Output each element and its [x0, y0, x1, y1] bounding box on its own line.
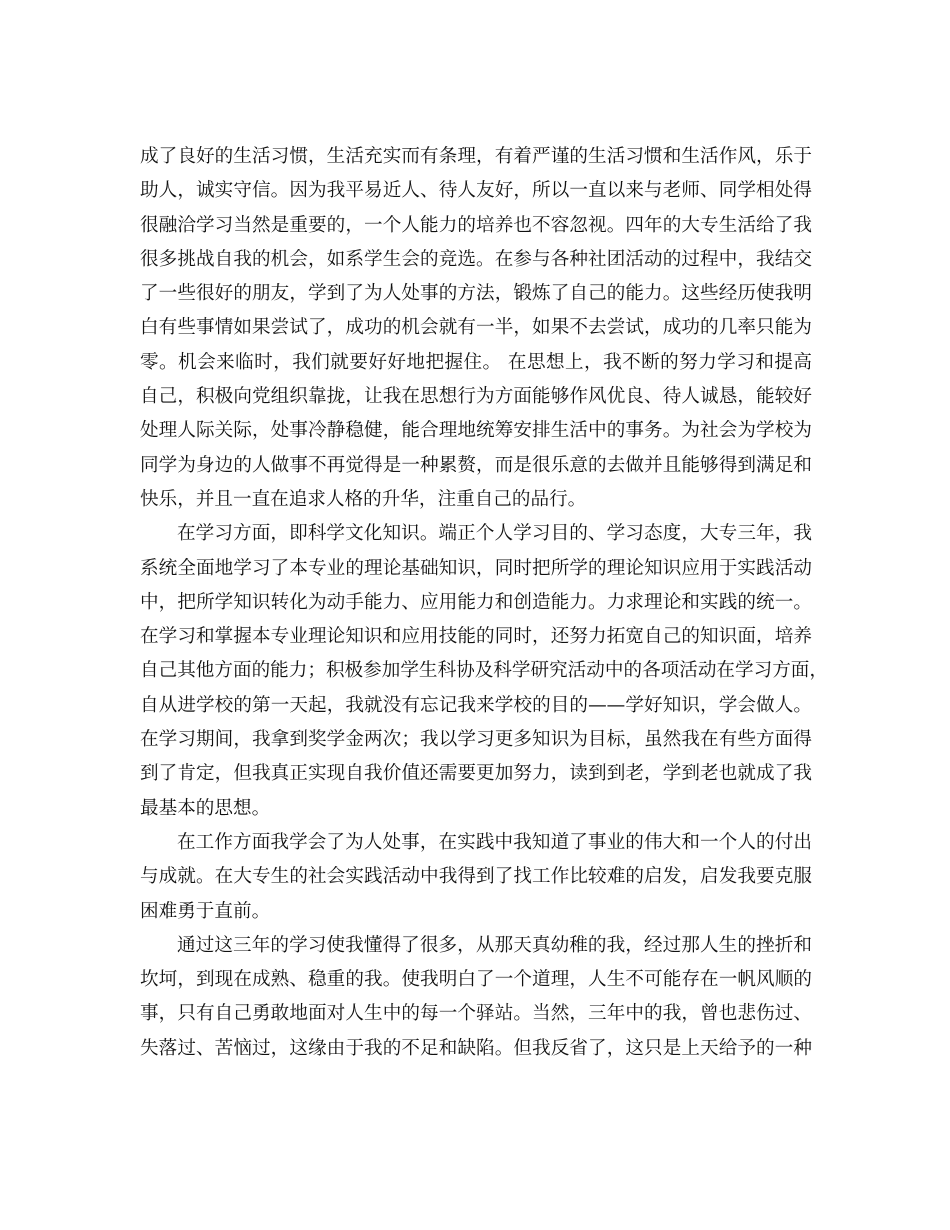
text-line: 困难勇于直前。	[140, 900, 271, 922]
text-line: 坎坷，到现在成熟、稳重的我。使我明白了一个道理，人生不可能存在一帆风顺的	[140, 969, 812, 991]
text-line: 助人，诚实守信。因为我平易近人、待人友好，所以一直以来与老师、同学相处得	[140, 180, 812, 202]
text-line: 处理人际关际，处事冷静稳健，能合理地统筹安排生活中的事务。为社会为学校为	[140, 420, 812, 442]
text-line: 在学习期间，我拿到奖学金两次；我以学习更多知识为目标，虽然我在有些方面得	[140, 729, 812, 751]
text-line: 事，只有自己勇敢地面对人生中的每一个驿站。当然，三年中的我，曾也悲伤过、	[140, 1003, 812, 1025]
text-line: 通过这三年的学习使我懂得了很多，从那天真幼稚的我，经过那人生的挫折和	[177, 934, 812, 956]
text-line: 最基本的思想。	[140, 797, 271, 819]
text-line: 很融洽学习当然是重要的，一个人能力的培养也不容忽视。四年的大专生活给了我	[140, 214, 812, 236]
text-line: 到了肯定，但我真正实现自我价值还需要更加努力，读到到老，学到老也就成了我	[140, 763, 812, 785]
text-line: 快乐，并且一直在追求人格的升华，注重自己的品行。	[140, 488, 587, 510]
body-text	[140, 140, 828, 1066]
text-line: 系统全面地学习了本专业的理论基础知识，同时把所学的理论知识应用于实践活动	[140, 557, 812, 579]
text-line: 在工作方面我学会了为人处事，在实践中我知道了事业的伟大和一个人的付出	[177, 831, 812, 853]
text-line: 失落过、苦恼过，这缘由于我的不足和缺陷。但我反省了，这只是上天给予的一种	[140, 1037, 812, 1059]
text-line: 很多挑战自我的机会，如系学生会的竞选。在参与各种社团活动的过程中，我结交	[140, 248, 812, 270]
text-line: 成了良好的生活习惯，生活充实而有条理，有着严谨的生活习惯和生活作风，乐于	[140, 146, 812, 167]
text-line: 同学为身边的人做事不再觉得是一种累赘，而是很乐意的去做并且能够得到满足和	[140, 454, 812, 476]
text-line: 了一些很好的朋友，学到了为人处事的方法，锻炼了自己的能力。这些经历使我明	[140, 283, 812, 305]
text-line: 中，把所学知识转化为动手能力、应用能力和创造能力。力求理论和实践的统一。	[140, 591, 812, 613]
text-line: 在学习方面，即科学文化知识。端正个人学习目的、学习态度，大专三年，我	[177, 523, 812, 545]
text-line: 与成就。在大专生的社会实践活动中我得到了找工作比较难的启发，启发我要克服	[140, 866, 812, 888]
text-line: 自从进学校的第一天起，我就没有忘记我来学校的目的——学好知识，学会做人。	[140, 694, 812, 716]
text-line: 自己，积极向党组织靠拢，让我在思想行为方面能够作风优良、待人诚恳，能较好	[140, 386, 812, 408]
text-line: 在学习和掌握本专业理论知识和应用技能的同时，还努力拓宽自己的知识面，培养	[140, 626, 812, 648]
text-line: 零。机会来临时，我们就要好好地把握住。 在思想上，我不断的努力学习和提高	[140, 351, 812, 373]
text-line: 自己其他方面的能力；积极参加学生科协及科学研究活动中的各项活动在学习方面，	[140, 660, 828, 682]
text-line: 白有些事情如果尝试了，成功的机会就有一半，如果不去尝试，成功的几率只能为	[140, 317, 812, 339]
